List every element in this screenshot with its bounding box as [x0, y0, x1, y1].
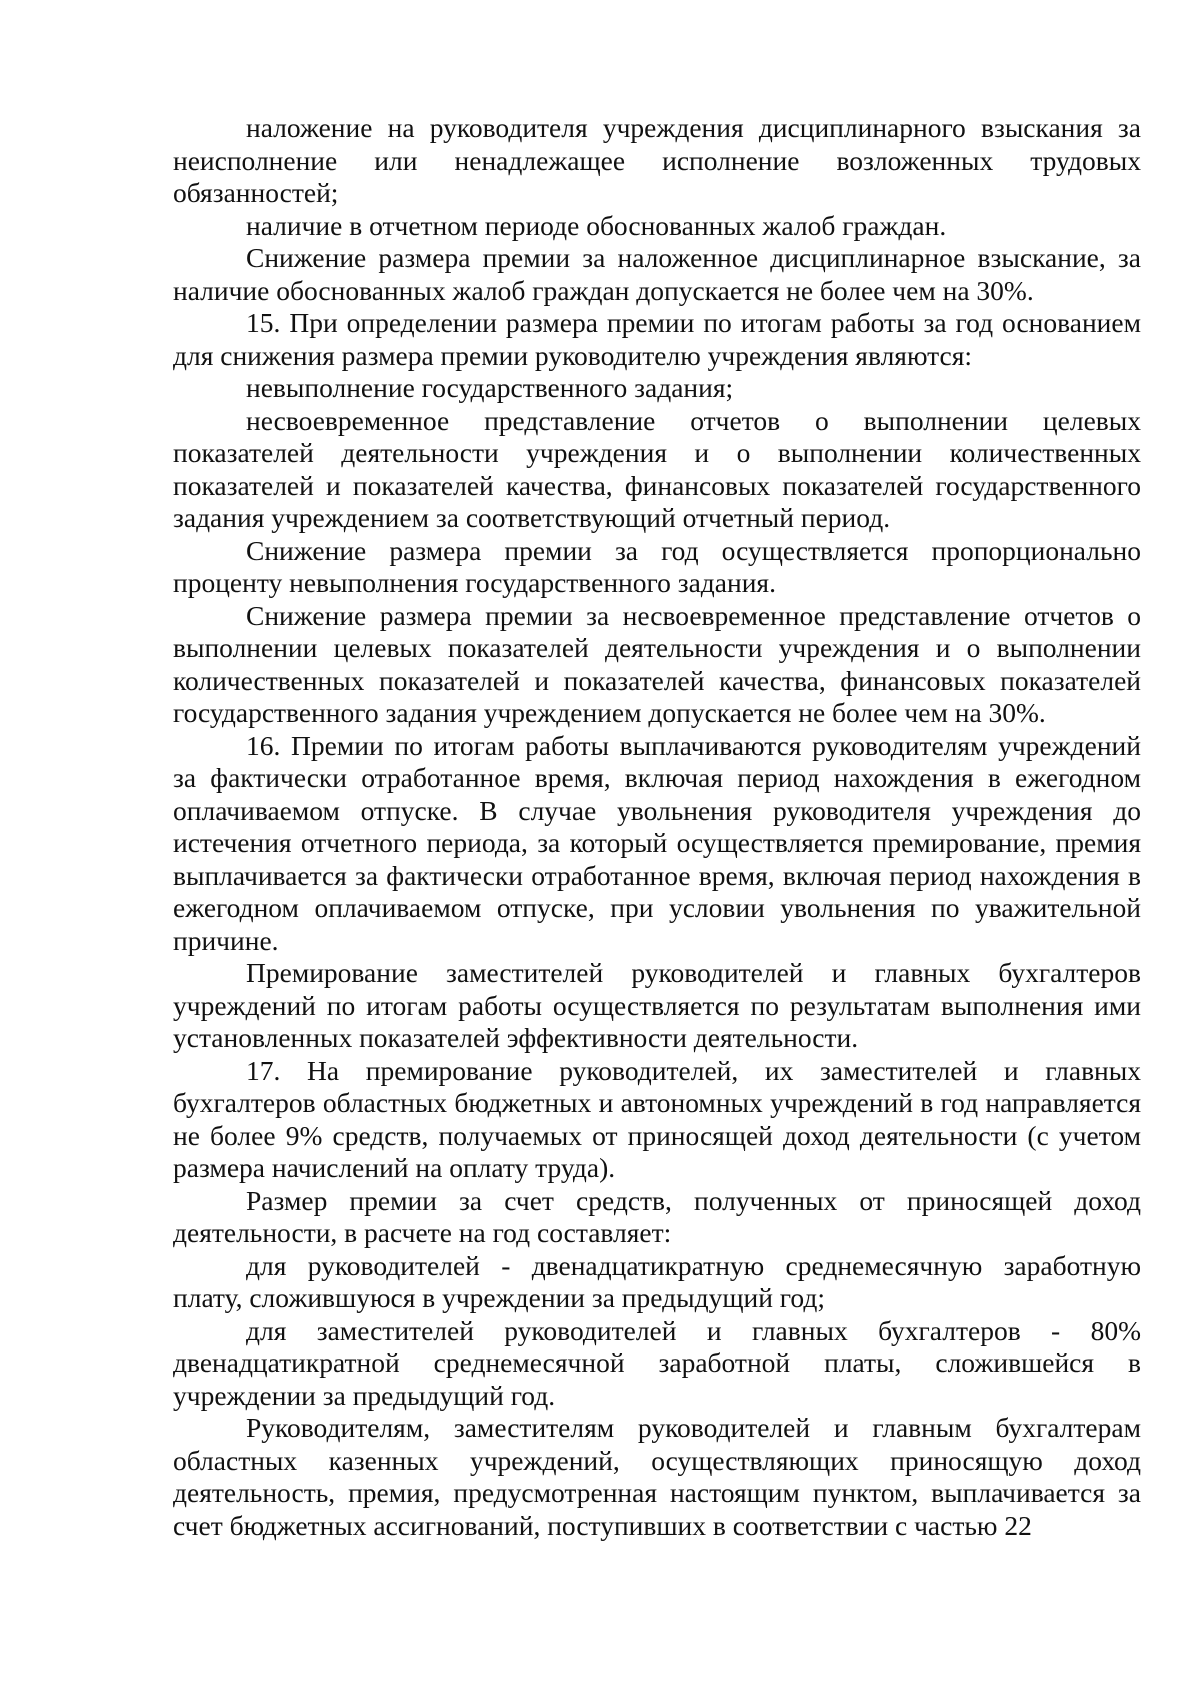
paragraph: невыполнение государственного задания;: [246, 372, 734, 403]
paragraph: 17. На премирование руководителей, их заместителей и главных бухгалтеров областных бюджетных и автономных учреждений в год направляется не более 9% средств, получаемых от приносящей доход деятельности (с учетом размера начислений на оплату труда).: [173, 1054, 1141, 1183]
paragraph: Премирование заместителей руководителей и главных бухгалтеров учреждений по итогам работы осуществляется по результатам выполнения ими установленных показателей эффективности деятельности.: [173, 957, 1141, 1053]
paragraph: Снижение размера премии за наложенное дисциплинарное взыскание, за наличие обоснованных жалоб граждан допускается не более чем на 30%.: [173, 242, 1141, 306]
paragraph: Размер премии за счет средств, полученных от приносящей доход деятельности, в расчете на год составляет:: [173, 1184, 1141, 1248]
paragraph: наложение на руководителя учреждения дисциплинарного взыскания за неисполнение или ненадлежащее исполнение возложенных трудовых обязанностей;: [173, 112, 1141, 208]
paragraph: несвоевременное представление отчетов о выполнении целевых показателей деятельности учреждения и о выполнении количественных показателей и показателей качества, финансовых показателей государственного задания учреждением за соответствующий отчетный период.: [173, 404, 1141, 533]
paragraph: наличие в отчетном периоде обоснованных жалоб граждан.: [246, 209, 947, 241]
paragraph: 15. При определении размера премии по итогам работы за год основанием для снижения размера премии руководителю учреждения являются:: [173, 307, 1141, 371]
document-page: [173, 112, 1141, 1542]
paragraph: Снижение размера премии за год осуществляется пропорционально проценту невыполнения государственного задания.: [173, 534, 1141, 598]
paragraph: для заместителей руководителей и главных бухгалтеров - 80% двенадцатикратной среднемесячной заработной платы, сложившейся в учреждении за предыдущий год.: [173, 1314, 1141, 1411]
paragraph: Снижение размера премии за несвоевременное представление отчетов о выполнении целевых показателей деятельности учреждения и о выполнении количественных показателей и показателей качества, финансовых показателей государственного задания учреждением допускается не более чем на 30%.: [173, 599, 1141, 728]
paragraph: 16. Премии по итогам работы выплачиваются руководителям учреждений за фактически отработанное время, включая период нахождения в ежегодном оплачиваемом отпуске. В случае увольнения руководителя учреждения до истечения отчетного периода, за который осуществляется премирование, премия выплачивается за фактически отработанное время, включая период нахождения в ежегодном оплачиваемом отпуске, при условии увольнения по уважительной причине.: [173, 729, 1141, 956]
paragraph: Руководителям, заместителям руководителей и главным бухгалтерам областных казенных учреждений, осуществляющих приносящую доход деятельность, премия, предусмотренная настоящим пунктом, выплачивается за счет бюджетных ассигнований, поступивших в соответствии с частью 22: [173, 1412, 1141, 1541]
paragraph: для руководителей - двенадцатикратную среднемесячную заработную плату, сложившуюся в учреждении за предыдущий год;: [173, 1249, 1141, 1313]
